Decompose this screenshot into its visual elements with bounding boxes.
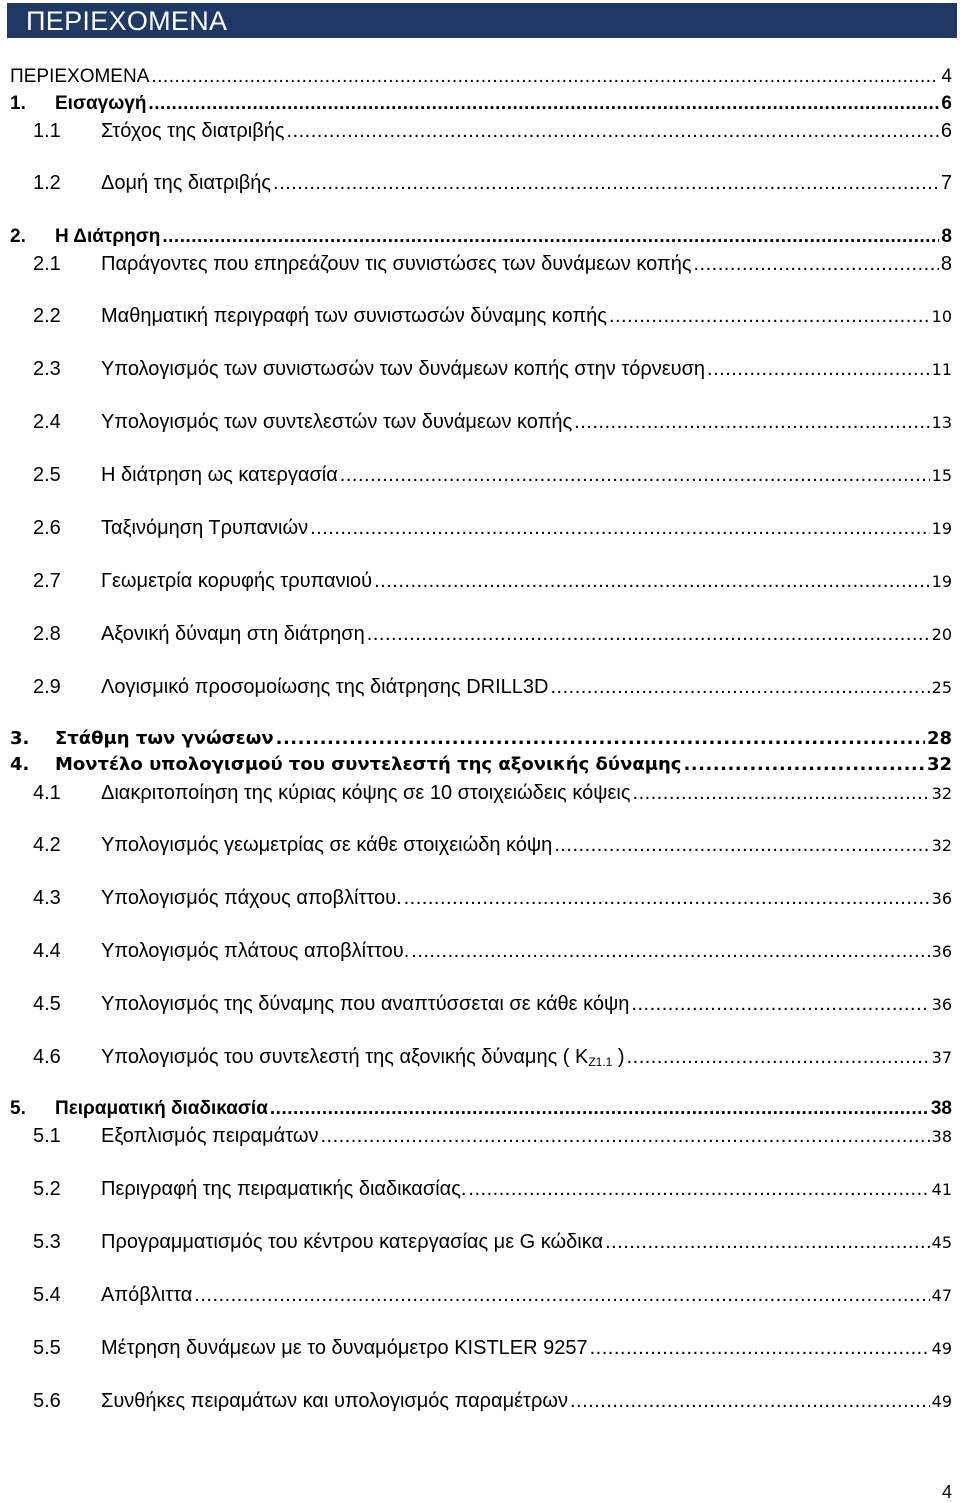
toc-entry[interactable] [10, 93, 952, 119]
toc-entry-page: 41 [931, 1180, 952, 1199]
toc-entry[interactable] [10, 120, 952, 146]
toc-leader-dots [627, 1046, 930, 1069]
toc-entry[interactable] [10, 411, 952, 437]
toc-entry-title [100, 834, 552, 857]
toc-entry-number: 5.4 [33, 1284, 61, 1306]
toc-entry-page: 36 [931, 995, 952, 1014]
toc-entry[interactable] [10, 1337, 952, 1363]
toc-entry-number: 2.8 [33, 623, 61, 645]
toc-leader-dots [633, 782, 930, 805]
toc-entry-number: 1.2 [33, 172, 61, 194]
toc-entry-number: 2.9 [33, 676, 61, 698]
toc-entry-title-text: Δομή της διατριβής [101, 172, 272, 194]
toc-entry-number: 4.6 [33, 1046, 61, 1068]
toc-entry-title-text: Υπολογισμός πλάτους αποβλίττου. [101, 940, 410, 962]
toc-entry-title-text: Εξοπλισμός πειραμάτων [101, 1125, 319, 1147]
toc-entry-page: 7 [940, 172, 952, 194]
toc-leader-dots [609, 305, 930, 328]
toc-entry[interactable] [10, 517, 952, 543]
toc-entry-title-text: Απόβλιττα [101, 1284, 193, 1306]
toc-entry-number: 4. [10, 754, 30, 775]
toc-entry-title [55, 93, 146, 115]
toc-entry-title-text: Γεωμετρία κορυφής τρυπανιού [101, 570, 373, 592]
toc-entry-page: 38 [931, 1127, 952, 1146]
toc-entry-title-text: Εισαγωγή [55, 93, 147, 114]
toc-leader-dots [574, 411, 929, 434]
header-bar [7, 3, 957, 38]
toc-entry-title-text: Υπολογισμός του συντελεστή της αξονικής δύναμης ( K [101, 1046, 589, 1068]
toc-entry-number: 2.4 [33, 411, 61, 433]
toc-entry[interactable] [10, 754, 952, 780]
toc-entry[interactable] [10, 66, 952, 92]
toc-entry-page: 28 [926, 728, 952, 749]
toc-entry-number: 5.2 [33, 1178, 61, 1200]
toc-entry-title [10, 66, 149, 88]
toc-leader-dots [694, 253, 939, 276]
toc-entry-number: 5.6 [33, 1390, 61, 1412]
toc-entry-number: 5.1 [33, 1125, 61, 1147]
toc-entry-number: 5. [10, 1098, 26, 1119]
toc-entry[interactable] [10, 887, 952, 913]
toc-entry-number: 2.2 [33, 305, 61, 327]
toc-leader-dots [287, 120, 939, 143]
toc-leader-dots [374, 570, 930, 593]
toc-entry-page: 49 [931, 1392, 952, 1411]
toc-entry-title-text: Αξονική δύναμη στη διάτρηση [101, 623, 365, 645]
toc-leader-dots [270, 1098, 929, 1120]
toc-entry-number: 1. [10, 93, 26, 114]
toc-entry[interactable] [10, 172, 952, 198]
toc-entry-number: 2.6 [33, 517, 61, 539]
toc-entry-title [100, 782, 631, 805]
toc-entry-number: 2.5 [33, 464, 61, 486]
toc-entry[interactable] [10, 1098, 952, 1124]
toc-leader-dots [590, 1337, 930, 1360]
toc-entry[interactable] [10, 1046, 952, 1072]
toc-entry[interactable] [10, 358, 952, 384]
toc-entry-title [100, 993, 629, 1016]
toc-leader-dots [148, 93, 939, 115]
toc-entry-title [100, 464, 338, 487]
toc-entry-title [100, 517, 308, 540]
toc-entry-title [55, 754, 681, 775]
toc-leader-dots [554, 834, 929, 857]
toc-leader-dots [570, 1390, 930, 1413]
toc-entry-page: 15 [931, 466, 952, 485]
toc-entry-page: 32 [931, 784, 952, 803]
toc-entry-number: 4.1 [33, 782, 61, 804]
toc-entry[interactable] [10, 623, 952, 649]
toc-entry-title-text: Υπολογισμός της δύναμης που αναπτύσσεται σε κάθε κόψη [101, 993, 630, 1015]
toc-entry-page: 47 [931, 1286, 952, 1305]
toc-entry-number: 4.2 [33, 834, 61, 856]
toc-entry-page: 38 [930, 1098, 952, 1119]
toc-entry-number: 2.7 [33, 570, 61, 592]
toc-entry-title-text: ΠΕΡΙΕΧΟΜΕΝΑ [10, 66, 150, 87]
toc-entry-title-text: Μέτρηση δυνάμεων με το δυναμόμετρο KISTLER 9257 [101, 1337, 588, 1359]
toc-entry[interactable] [10, 1125, 952, 1151]
toc-entry-title [55, 226, 160, 248]
toc-entry-page: 36 [931, 942, 952, 961]
toc-leader-dots [320, 1125, 929, 1148]
toc-entry-page: 6 [941, 93, 952, 114]
toc-entry-title-text: Πειραματική διαδικασία [55, 1098, 268, 1119]
toc-leader-dots [273, 172, 939, 195]
toc-entry-title [100, 940, 409, 963]
toc-entry-page: 20 [931, 625, 952, 644]
toc-entry[interactable] [10, 305, 952, 331]
toc-entry[interactable] [10, 464, 952, 490]
toc-entry-title [100, 570, 372, 593]
toc-leader-dots [340, 464, 930, 487]
toc-entry-title [100, 676, 548, 699]
toc-entry-title [100, 411, 572, 434]
toc-entry-number: 4.5 [33, 993, 61, 1015]
toc-entry[interactable] [10, 728, 952, 754]
toc-entry-title [100, 1046, 625, 1069]
toc-leader-dots [683, 754, 925, 775]
toc-entry-title-text: Υπολογισμός των συντελεστών των δυνάμεων κοπής [101, 411, 573, 433]
toc-leader-dots [707, 358, 930, 381]
toc-entry-title-text: Μοντέλο υπολογισμού του συντελεστή της αξονικής δύναμης [55, 754, 682, 775]
toc-entry[interactable] [10, 1178, 952, 1204]
toc-entry-page: 49 [931, 1339, 952, 1358]
toc-leader-dots [310, 517, 930, 540]
toc-leader-dots [367, 623, 930, 646]
toc-leader-dots [605, 1231, 930, 1254]
toc-entry[interactable] [10, 1390, 952, 1416]
toc-entry-number: 1.1 [33, 120, 61, 142]
page-title: ΠΕΡΙΕΧΟΜΕΝΑ [26, 6, 228, 36]
toc-entry-title [100, 172, 271, 195]
toc-entry-title [100, 887, 402, 910]
toc-entry-title [100, 1337, 588, 1360]
toc-entry-number: 2.1 [33, 253, 61, 275]
toc-entry-page: 8 [940, 253, 952, 275]
toc-entry[interactable] [10, 993, 952, 1019]
toc-entry-page: 32 [931, 836, 952, 855]
toc-entry[interactable] [10, 253, 952, 279]
toc-leader-dots [276, 728, 925, 749]
toc-leader-dots [404, 887, 930, 910]
toc-entry[interactable] [10, 570, 952, 596]
toc-entry-title [100, 1231, 603, 1254]
toc-entry[interactable] [10, 782, 952, 808]
toc-entry-title [55, 1098, 268, 1120]
toc-entry-page: 19 [931, 519, 952, 538]
toc-entry[interactable] [10, 676, 952, 702]
toc-entry-title-suffix: ) [612, 1046, 625, 1068]
toc-entry-title-text: Στόχος της διατριβής [101, 120, 285, 142]
toc-entry-page: 8 [941, 226, 952, 247]
toc-entry-title-text: Η διάτρηση ως κατεργασία [101, 464, 338, 486]
toc-entry-page: 4 [941, 66, 952, 87]
toc-entry-number: 5.5 [33, 1337, 61, 1359]
toc-entry-page: 6 [940, 120, 952, 142]
toc-entry-number: 4.4 [33, 940, 61, 962]
toc-entry[interactable] [10, 1284, 952, 1310]
toc-entry-title [100, 1284, 192, 1307]
toc-entry-title-text: Στάθμη των γνώσεων [55, 728, 274, 749]
toc-entry-title-text: Μαθηματική περιγραφή των συνιστωσών δύναμης κοπής [101, 305, 607, 327]
toc-entry-title-text: Διακριτοποίηση της κύριας κόψης σε 10 στοιχειώδεις κόψεις [101, 782, 631, 804]
toc-entry-title [100, 1178, 466, 1201]
toc-entry-number: 5.3 [33, 1231, 61, 1253]
toc-entry-title [100, 253, 692, 276]
toc-entry-title-text: Η Διάτρηση [55, 226, 161, 247]
toc-entry[interactable] [10, 940, 952, 966]
toc-entry-title-text: Υπολογισμός των συνιστωσών των δυνάμεων κοπής στην τόρνευση [101, 358, 706, 380]
toc-entry-page: 32 [926, 754, 952, 775]
toc-entry[interactable] [10, 226, 952, 252]
toc-entry-page: 36 [931, 889, 952, 908]
toc-entry[interactable] [10, 834, 952, 860]
toc-entry-title-text: Υπολογισμός γεωμετρίας σε κάθε στοιχειώδη κόψη [101, 834, 553, 856]
toc-entry-title [55, 728, 274, 749]
toc-entry-title-text: Συνθήκες πειραμάτων και υπολογισμός παραμέτρων [101, 1390, 568, 1412]
toc-leader-dots [550, 676, 929, 699]
toc-entry-title [100, 358, 705, 381]
toc-entry-title [100, 623, 365, 646]
toc-entry-title [100, 120, 285, 143]
toc-entry-page: 11 [931, 360, 952, 379]
toc-leader-dots [631, 993, 929, 1016]
toc-entry-number: 4.3 [33, 887, 61, 909]
toc-entry-title-text: Ταξινόμηση Τρυπανιών [101, 517, 309, 539]
toc-entry-page: 13 [931, 413, 952, 432]
toc-entry-title [100, 1390, 568, 1413]
toc-leader-dots [151, 66, 939, 88]
toc-entry-subscript: Z1.1 [588, 1055, 613, 1069]
toc-entry-page: 19 [931, 572, 952, 591]
toc-entry-title-text: Περιγραφή της πειραματικής διαδικασίας. [101, 1178, 467, 1200]
page-number: 4 [941, 1482, 952, 1502]
toc-leader-dots [468, 1178, 929, 1201]
toc-entry-title-text: Υπολογισμός πάχους αποβλίττου. [101, 887, 402, 909]
toc-entry[interactable] [10, 1231, 952, 1257]
toc-entry-number: 3. [10, 728, 30, 749]
toc-entry-title-text: Προγραμματισμός του κέντρου κατεργασίας με G κώδικα [101, 1231, 604, 1253]
toc-leader-dots [194, 1284, 929, 1307]
toc-entry-page: 25 [931, 678, 952, 697]
toc-leader-dots [411, 940, 929, 963]
toc-entry-title-text: Λογισμικό προσομοίωσης της διάτρησης DRILL3D [101, 676, 549, 698]
toc-entry-title [100, 1125, 318, 1148]
toc-leader-dots [162, 226, 939, 248]
toc-entry-page: 10 [931, 307, 952, 326]
toc-entry-number: 2.3 [33, 358, 61, 380]
toc-entry-title [100, 305, 607, 328]
toc-entry-number: 2. [10, 226, 26, 247]
toc-entry-page: 45 [931, 1233, 952, 1252]
toc-entry-page: 37 [931, 1048, 952, 1067]
toc-entry-title-text: Παράγοντες που επηρεάζουν τις συνιστώσες των δυνάμεων κοπής [101, 253, 692, 275]
